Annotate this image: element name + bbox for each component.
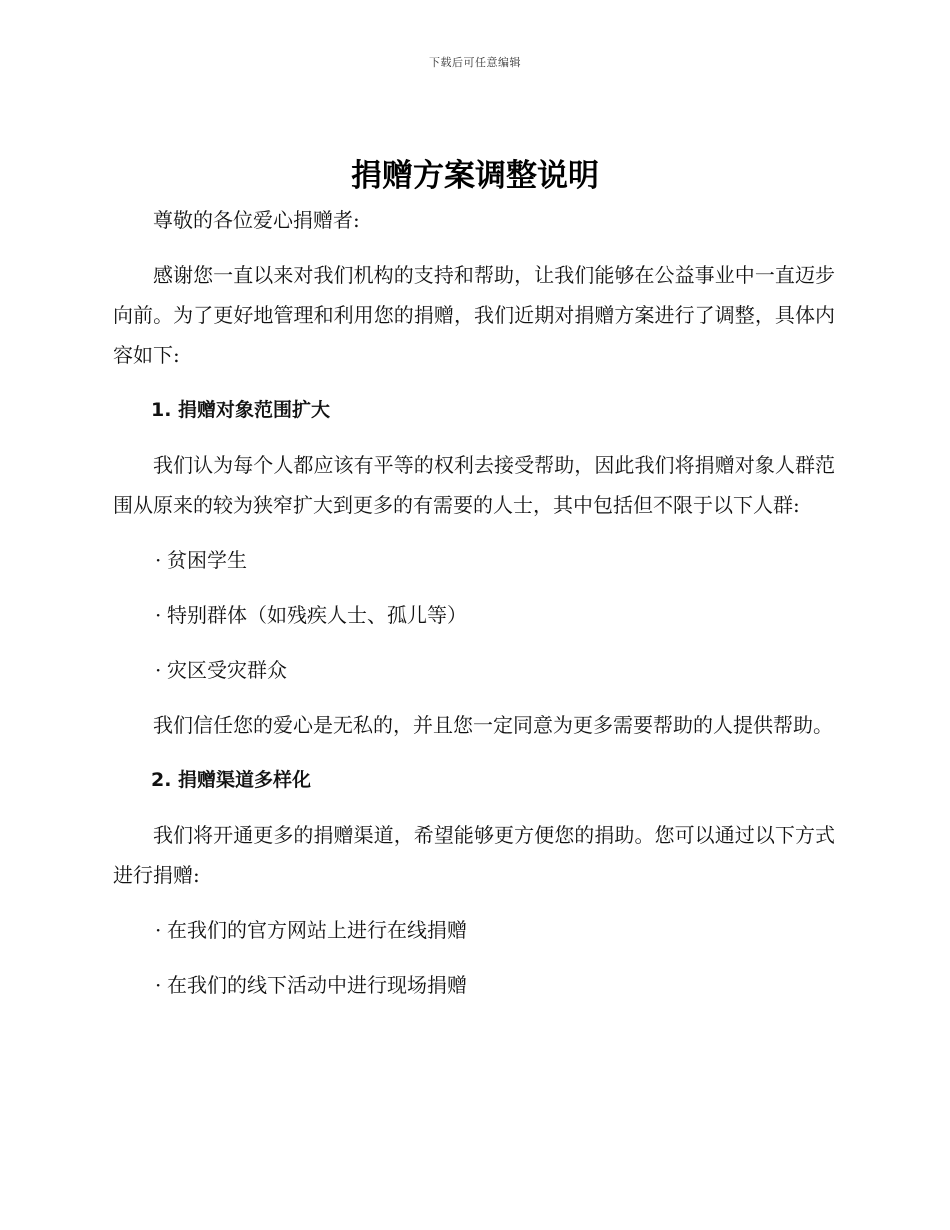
- list-item-text: 在我们的官方网站上进行在线捐赠: [167, 918, 467, 942]
- list-item-text: 在我们的线下活动中进行现场捐赠: [167, 973, 467, 997]
- list-item-text: 贫困学生: [167, 548, 247, 572]
- section-2-heading: 2. 捐赠渠道多样化: [151, 769, 312, 791]
- list-item: [113, 910, 835, 950]
- list-item: [113, 965, 835, 1005]
- header-note: 下载后可任意编辑: [429, 56, 521, 69]
- list-item-text: 灾区受灾群众: [167, 658, 287, 682]
- section-2-paragraph: 我们将开通更多的捐赠渠道，希望能够更方便您的捐助。您可以通过以下方式进行捐赠:: [113, 823, 835, 887]
- bullet-icon: ·: [155, 603, 162, 627]
- bullet-icon: ·: [155, 548, 162, 572]
- section-1-closing: 我们信任您的爱心是无私的，并且您一定同意为更多需要帮助的人提供帮助。: [153, 713, 833, 737]
- document-title: 捐赠方案调整说明: [351, 158, 599, 194]
- intro-paragraph: 感谢您一直以来对我们机构的支持和帮助，让我们能够在公益事业中一直迈步向前。为了更好地管理和利用您的捐赠，我们近期对捐赠方案进行了调整，具体内容如下:: [113, 263, 835, 367]
- bullet-icon: ·: [155, 658, 162, 682]
- list-item-text: 特别群体（如残疾人士、孤儿等）: [167, 603, 467, 627]
- list-item: [113, 595, 835, 635]
- document-body: [113, 200, 835, 1020]
- list-item: [113, 650, 835, 690]
- section-1-heading: 1. 捐赠对象范围扩大: [151, 399, 331, 421]
- section-1-paragraph: 我们认为每个人都应该有平等的权利去接受帮助，因此我们将捐赠对象人群范围从原来的较为狭窄扩大到更多的有需要的人士，其中包括但不限于以下人群:: [113, 453, 835, 517]
- salutation: 尊敬的各位爱心捐赠者:: [153, 208, 360, 232]
- bullet-icon: ·: [155, 973, 162, 997]
- bullet-icon: ·: [155, 918, 162, 942]
- list-item: [113, 540, 835, 580]
